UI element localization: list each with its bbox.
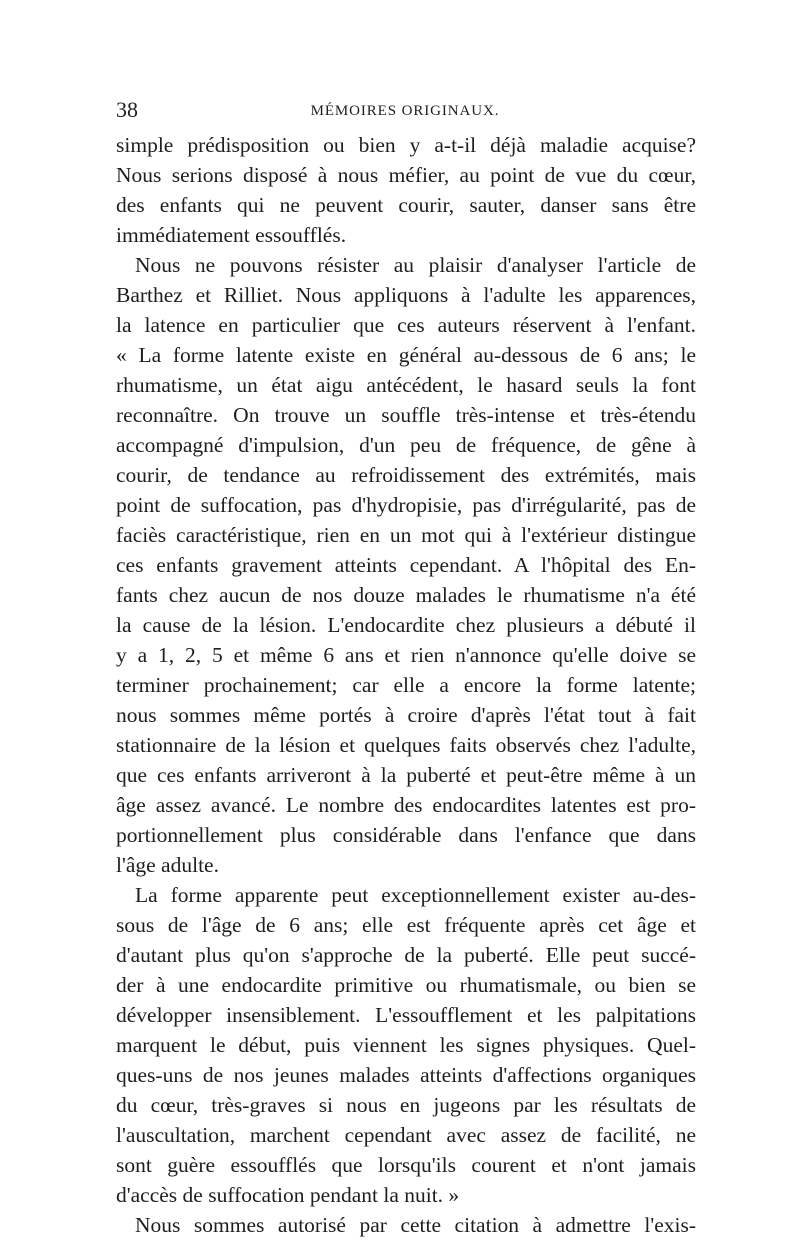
text-line: d'autant plus qu'on s'approche de la puberté. Elle peut succé- (116, 943, 696, 967)
quotation-start-line: « La forme latente existe en général au-dessous de 6 ans; le (116, 343, 696, 367)
paragraph-start-line: La forme apparente peut exceptionnellement exister au-des- (135, 883, 696, 907)
text-line: courir, de tendance au refroidissement des extrémités, mais (116, 463, 696, 487)
text-line: immédiatement essoufflés. (116, 223, 347, 247)
paragraph-start-line: Nous sommes autorisé par cette citation à admettre l'exis- (135, 1213, 696, 1237)
paragraph-start-line: Nous ne pouvons résister au plaisir d'analyser l'article de (135, 253, 696, 277)
text-line: ces enfants gravement atteints cependant. A l'hôpital des En- (116, 553, 696, 577)
text-line: nous sommes même portés à croire d'après l'état tout à fait (116, 703, 696, 727)
text-line: simple prédisposition ou bien y a-t-il déjà maladie acquise? (116, 133, 696, 157)
text-line: der à une endocardite primitive ou rhumatismale, ou bien se (116, 973, 696, 997)
text-line: reconnaître. On trouve un souffle très-intense et très-étendu (116, 403, 696, 427)
text-line: Nous serions disposé à nous méfier, au point de vue du cœur, (116, 163, 696, 187)
text-line: l'auscultation, marchent cependant avec assez de facilité, ne (116, 1123, 696, 1147)
text-line: sous de l'âge de 6 ans; elle est fréquente après cet âge et (116, 913, 696, 937)
text-line: sont guère essoufflés que lorsqu'ils courent et n'ont jamais (116, 1153, 696, 1177)
page-header (116, 96, 694, 126)
page-number: 38 (116, 97, 138, 122)
text-line: stationnaire de la lésion et quelques faits observés chez l'adulte, (116, 733, 696, 757)
text-line: terminer prochainement; car elle a encore la forme latente; (116, 673, 696, 697)
body-text (116, 130, 696, 1240)
text-line: point de suffocation, pas d'hydropisie, pas d'irrégularité, pas de (116, 493, 696, 517)
text-line: rhumatisme, un état aigu antécédent, le hasard seuls la font (116, 373, 696, 397)
text-line: accompagné d'impulsion, d'un peu de fréquence, de gêne à (116, 433, 696, 457)
text-line: Barthez et Rilliet. Nous appliquons à l'adulte les apparences, (116, 283, 696, 307)
text-line: la latence en particulier que ces auteurs réservent à l'enfant. (116, 313, 696, 337)
text-line: ques-uns de nos jeunes malades atteints d'affections organiques (116, 1063, 696, 1087)
text-line: y a 1, 2, 5 et même 6 ans et rien n'annonce qu'elle doive se (116, 643, 696, 667)
running-title: MÉMOIRES ORIGINAUX. (310, 103, 500, 119)
text-line: l'âge adulte. (116, 853, 219, 877)
text-line: des enfants qui ne peuvent courir, sauter, danser sans être (116, 193, 696, 217)
text-line: faciès caractéristique, rien en un mot qui à l'extérieur distingue (116, 523, 696, 547)
text-line: portionnellement plus considérable dans l'enfance que dans (116, 823, 696, 847)
text-line: d'accès de suffocation pendant la nuit. » (116, 1183, 460, 1207)
text-line: marquent le début, puis viennent les signes physiques. Quel- (116, 1033, 696, 1057)
text-line: du cœur, très-graves si nous en jugeons par les résultats de (116, 1093, 696, 1117)
text-line: que ces enfants arriveront à la puberté et peut-être même à un (116, 763, 696, 787)
text-line: la cause de la lésion. L'endocardite chez plusieurs a débuté il (116, 613, 696, 637)
text-line: développer insensiblement. L'essoufflement et les palpitations (116, 1003, 696, 1027)
text-line: fants chez aucun de nos douze malades le rhumatisme n'a été (116, 583, 696, 607)
text-line: âge assez avancé. Le nombre des endocardites latentes est pro- (116, 793, 696, 817)
